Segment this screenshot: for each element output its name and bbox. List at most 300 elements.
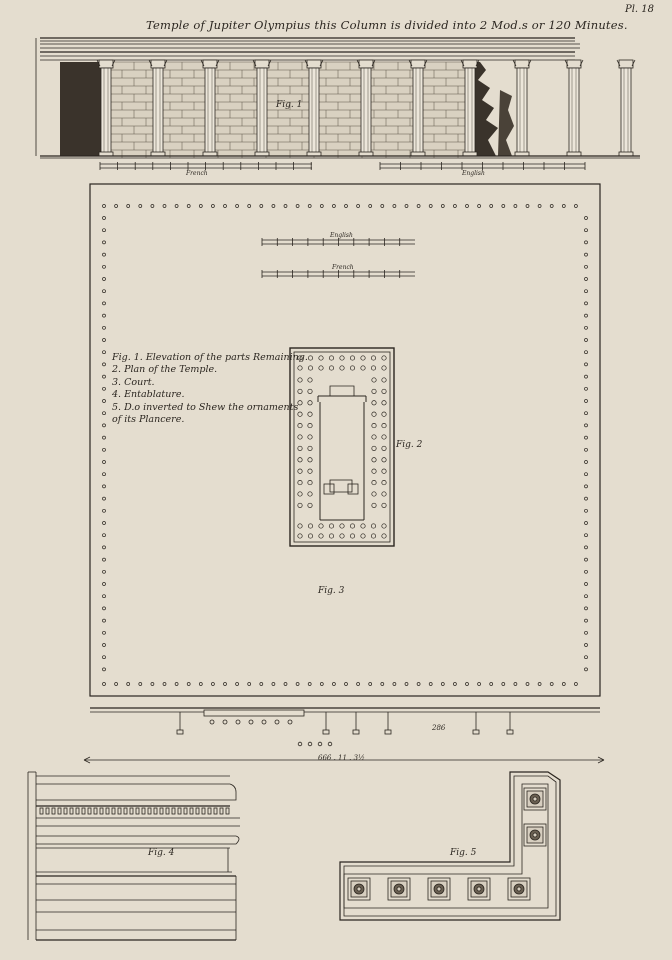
dentil	[166, 808, 169, 814]
court-column	[562, 683, 565, 686]
temple-column	[382, 534, 386, 538]
gate-column	[318, 742, 322, 746]
court-column	[585, 229, 588, 232]
temple-column	[308, 378, 312, 382]
court-column	[441, 683, 444, 686]
dentil	[136, 808, 139, 814]
court-column	[103, 473, 106, 476]
temple-column	[298, 480, 302, 484]
court-column	[585, 387, 588, 390]
temple-column	[298, 469, 302, 473]
court-column	[211, 205, 214, 208]
court-column	[585, 278, 588, 281]
temple-column	[382, 366, 386, 370]
temple-column	[361, 534, 365, 538]
court-column	[585, 290, 588, 293]
coffer	[468, 878, 490, 900]
column-shaft	[101, 68, 111, 154]
fig1-scales	[100, 162, 585, 170]
rosette-center	[397, 887, 401, 891]
court-column	[236, 205, 239, 208]
court-column	[103, 534, 106, 537]
court-column	[369, 683, 372, 686]
court-column	[357, 683, 360, 686]
court-column	[151, 683, 154, 686]
column-shaft	[309, 68, 319, 154]
court-column	[345, 205, 348, 208]
temple-column	[382, 524, 386, 528]
dentil	[208, 808, 211, 814]
coffer	[524, 788, 546, 810]
court-column	[103, 509, 106, 512]
court-column	[574, 205, 577, 208]
court-column	[103, 668, 106, 671]
column-capital	[463, 60, 477, 68]
court-column	[466, 683, 469, 686]
court-column	[478, 683, 481, 686]
court-column	[103, 683, 106, 686]
court-column	[296, 683, 299, 686]
court-column	[139, 205, 142, 208]
court-column	[103, 339, 106, 342]
court-column	[585, 375, 588, 378]
court-column	[272, 683, 275, 686]
temple-column	[308, 435, 312, 439]
court-column	[163, 205, 166, 208]
column-capital	[567, 60, 581, 68]
temple-column	[372, 412, 376, 416]
court-column	[585, 607, 588, 610]
dentil	[64, 808, 67, 814]
temple-column	[308, 458, 312, 462]
court-column	[502, 683, 505, 686]
court-column	[139, 683, 142, 686]
column-shaft	[361, 68, 371, 154]
court-column	[585, 546, 588, 549]
court-column	[320, 683, 323, 686]
dentil	[70, 808, 73, 814]
legend-line: 5. D.o inverted to Shew the ornaments	[112, 401, 299, 413]
court-column	[514, 205, 517, 208]
temple-column	[329, 366, 333, 370]
temple-column	[340, 356, 344, 360]
legend-line: of its Plancere.	[112, 414, 185, 426]
column-capital	[411, 60, 425, 68]
temple-column	[372, 446, 376, 450]
court-column	[103, 656, 106, 659]
court-column	[260, 683, 263, 686]
plate-number: Pl. 18	[624, 4, 654, 15]
column-capital	[203, 60, 217, 68]
court-column	[381, 205, 384, 208]
temple-column	[361, 524, 365, 528]
court-column	[103, 265, 106, 268]
temple-column	[308, 423, 312, 427]
court-column	[332, 205, 335, 208]
court-column	[585, 644, 588, 647]
court-column	[526, 683, 529, 686]
court-column	[224, 205, 227, 208]
temple-column	[308, 480, 312, 484]
court-column	[320, 205, 323, 208]
dentil	[172, 808, 175, 814]
dentil	[226, 808, 229, 814]
temple-column	[308, 534, 312, 538]
court-column	[151, 205, 154, 208]
dentil	[94, 808, 97, 814]
court-column	[381, 683, 384, 686]
court-column	[585, 424, 588, 427]
rosette-center	[517, 887, 521, 891]
court-column	[199, 683, 202, 686]
temple-column	[319, 524, 323, 528]
court-column	[103, 485, 106, 488]
fig1-label: Fig. 1	[276, 100, 303, 110]
gate-pier-base	[473, 730, 479, 734]
court-column	[585, 534, 588, 537]
temple-column	[298, 503, 302, 507]
temple-column	[382, 446, 386, 450]
court-column	[538, 205, 541, 208]
dentil	[118, 808, 121, 814]
fig3-court	[90, 184, 600, 696]
court-column	[538, 683, 541, 686]
dentil	[46, 808, 49, 814]
court-column	[296, 205, 299, 208]
temple-column	[382, 458, 386, 462]
court-column	[585, 448, 588, 451]
coffer	[348, 878, 370, 900]
temple-column	[340, 534, 344, 538]
court-column	[585, 412, 588, 415]
coffer	[508, 878, 530, 900]
court-column	[585, 558, 588, 561]
column-shaft	[517, 68, 527, 154]
legend-line: 4. Entablature.	[112, 389, 185, 401]
temple-column	[308, 503, 312, 507]
court-column	[585, 461, 588, 464]
dentil	[82, 808, 85, 814]
temple-column	[372, 389, 376, 393]
temple-column	[372, 492, 376, 496]
temple-column	[329, 524, 333, 528]
court-column	[103, 546, 106, 549]
court-column	[585, 363, 588, 366]
temple-column	[308, 446, 312, 450]
gate-pier-base	[353, 730, 359, 734]
court-column	[211, 683, 214, 686]
fig1-elevation	[36, 38, 640, 158]
court-column	[175, 205, 178, 208]
court-column	[284, 683, 287, 686]
court-column	[429, 205, 432, 208]
court-column	[585, 497, 588, 500]
court-column	[103, 448, 106, 451]
court-column	[103, 278, 106, 281]
column-shaft	[205, 68, 215, 154]
dentil	[106, 808, 109, 814]
temple-column	[308, 389, 312, 393]
court-column	[453, 683, 456, 686]
court-column	[103, 522, 106, 525]
court-column	[453, 205, 456, 208]
gate-pier-base	[507, 730, 513, 734]
temple-column	[308, 412, 312, 416]
court-column	[103, 302, 106, 305]
temple-column	[298, 446, 302, 450]
court-column	[502, 205, 505, 208]
dentil	[154, 808, 157, 814]
fig4-label: Fig. 4	[148, 848, 175, 858]
temple-column	[319, 366, 323, 370]
court-column	[490, 683, 493, 686]
gate-column	[308, 742, 312, 746]
temple-column	[382, 423, 386, 427]
dentil	[142, 808, 145, 814]
rosette-center	[357, 887, 361, 891]
dentil	[178, 808, 181, 814]
court-column	[103, 400, 106, 403]
court-column	[103, 583, 106, 586]
rosette-center	[437, 887, 441, 891]
gate-column	[249, 720, 253, 724]
temple-column	[372, 435, 376, 439]
court-column	[417, 683, 420, 686]
plan-scale-label-english: English	[330, 232, 353, 239]
temple-column	[361, 366, 365, 370]
court-column	[585, 302, 588, 305]
court-column	[248, 683, 251, 686]
court-column	[103, 607, 106, 610]
court-column	[115, 683, 118, 686]
column-shaft	[621, 68, 631, 154]
temple-column	[308, 524, 312, 528]
court-column	[103, 631, 106, 634]
temple-column	[308, 366, 312, 370]
temple-column	[372, 458, 376, 462]
rosette-center	[533, 797, 537, 801]
gate-column	[275, 720, 279, 724]
court-column	[103, 290, 106, 293]
gate-column	[223, 720, 227, 724]
temple-column	[298, 524, 302, 528]
dentil	[160, 808, 163, 814]
temple-column	[329, 534, 333, 538]
court-column	[585, 656, 588, 659]
temple-column	[340, 524, 344, 528]
court-column	[550, 205, 553, 208]
fig3-label: Fig. 3	[318, 586, 345, 596]
court-column	[585, 265, 588, 268]
dentil	[112, 808, 115, 814]
temple-column	[319, 356, 323, 360]
temple-column	[371, 534, 375, 538]
legend-line: 3. Court.	[112, 376, 155, 388]
dentil	[40, 808, 43, 814]
court-column	[490, 205, 493, 208]
dentil	[130, 808, 133, 814]
temple-column	[298, 435, 302, 439]
court-column	[187, 683, 190, 686]
court-column	[585, 473, 588, 476]
column	[565, 60, 583, 156]
court-column	[405, 205, 408, 208]
column-capital	[99, 60, 113, 68]
plan-scale-label-french: French	[332, 264, 354, 271]
court-width-dimension: 666 . 11 . 3½	[318, 754, 365, 762]
court-column	[466, 205, 469, 208]
court-column	[175, 683, 178, 686]
temple-column	[308, 492, 312, 496]
temple-column	[382, 378, 386, 382]
fig5-label: Fig. 5	[450, 848, 477, 858]
gate-pier-base	[177, 730, 183, 734]
court-column	[550, 683, 553, 686]
court-column	[585, 241, 588, 244]
court-column	[103, 436, 106, 439]
court-column	[163, 683, 166, 686]
court-column	[103, 619, 106, 622]
fig4-entablature	[28, 772, 240, 940]
court-column	[478, 205, 481, 208]
court-column	[585, 668, 588, 671]
temple-column	[371, 524, 375, 528]
court-column	[103, 644, 106, 647]
dentil	[88, 808, 91, 814]
temple-column	[298, 534, 302, 538]
column-shaft	[569, 68, 579, 154]
column-capital	[151, 60, 165, 68]
column	[513, 60, 531, 156]
temple-column	[298, 458, 302, 462]
dentil	[196, 808, 199, 814]
court-column	[224, 683, 227, 686]
temple-column	[298, 492, 302, 496]
court-column	[585, 436, 588, 439]
fig2-label: Fig. 2	[396, 440, 423, 450]
column-capital	[619, 60, 633, 68]
dentil	[148, 808, 151, 814]
scale-label-french: French	[186, 170, 208, 177]
court-column	[417, 205, 420, 208]
court-column	[332, 683, 335, 686]
gate-column	[328, 742, 332, 746]
court-column	[187, 205, 190, 208]
temple-column	[382, 480, 386, 484]
court-column	[585, 583, 588, 586]
court-column	[103, 217, 106, 220]
temple-column	[372, 423, 376, 427]
gate-column	[288, 720, 292, 724]
temple-column	[372, 401, 376, 405]
temple-column	[340, 366, 344, 370]
temple-column	[382, 469, 386, 473]
gate-column	[262, 720, 266, 724]
column-capital	[307, 60, 321, 68]
temple-column	[329, 356, 333, 360]
temple-column	[382, 492, 386, 496]
court-column	[585, 595, 588, 598]
court-column	[103, 570, 106, 573]
gate-column	[236, 720, 240, 724]
column-shaft	[413, 68, 423, 154]
court-column	[103, 229, 106, 232]
temple-column	[308, 469, 312, 473]
court-column	[103, 253, 106, 256]
gate-column	[210, 720, 214, 724]
legend-line: 2. Plan of the Temple.	[112, 364, 218, 376]
column-capital	[359, 60, 373, 68]
court-column	[526, 205, 529, 208]
temple-column	[319, 534, 323, 538]
court-column	[103, 205, 106, 208]
temple-column	[382, 401, 386, 405]
temple-column	[372, 503, 376, 507]
court-column	[393, 683, 396, 686]
court-column	[357, 205, 360, 208]
temple-column	[350, 356, 354, 360]
court-column	[127, 205, 130, 208]
dentil	[76, 808, 79, 814]
gate-column	[298, 742, 302, 746]
court-column	[585, 509, 588, 512]
temple-column	[371, 356, 375, 360]
court-column	[562, 205, 565, 208]
temple-column	[308, 356, 312, 360]
scale-label-english: English	[462, 170, 485, 177]
temple-column	[371, 366, 375, 370]
gate-pier-base	[385, 730, 391, 734]
dentil	[58, 808, 61, 814]
temple-column	[382, 412, 386, 416]
court-column	[585, 570, 588, 573]
temple-column	[382, 356, 386, 360]
court-column	[103, 351, 106, 354]
temple-column	[372, 469, 376, 473]
dentil	[214, 808, 217, 814]
coffer	[388, 878, 410, 900]
dentil	[202, 808, 205, 814]
temple-column	[361, 356, 365, 360]
court-column	[284, 205, 287, 208]
court-column	[585, 314, 588, 317]
gate-width-dimension: 286	[432, 724, 446, 732]
column-shaft	[465, 68, 475, 154]
temple-column	[350, 366, 354, 370]
column-shaft	[153, 68, 163, 154]
column	[617, 60, 635, 156]
court-column	[103, 363, 106, 366]
fig5-plancere	[340, 772, 560, 920]
court-column	[115, 205, 118, 208]
court-column	[585, 522, 588, 525]
dentil	[220, 808, 223, 814]
coffer	[524, 824, 546, 846]
court-column	[585, 339, 588, 342]
court-column	[441, 205, 444, 208]
temple-column	[350, 534, 354, 538]
court-column	[103, 314, 106, 317]
court-column	[103, 241, 106, 244]
court-column	[127, 683, 130, 686]
legend-line: Fig. 1. Elevation of the parts Remaining.	[112, 352, 308, 363]
temple-column	[382, 435, 386, 439]
court-column	[585, 631, 588, 634]
court-column	[585, 400, 588, 403]
court-column	[103, 595, 106, 598]
column-capital	[515, 60, 529, 68]
rosette-center	[533, 833, 537, 837]
